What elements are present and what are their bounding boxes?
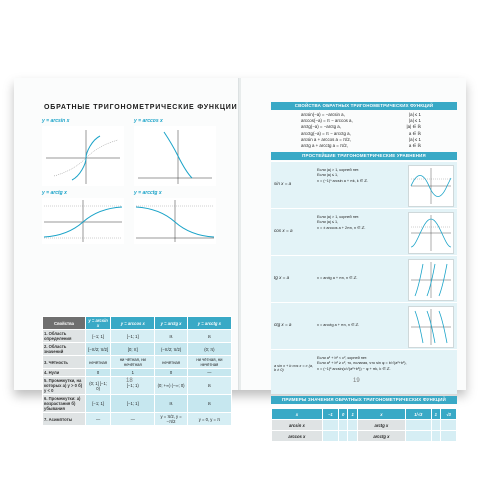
header-cell: √3	[441, 409, 457, 420]
table-cell: y = 0, y = π	[187, 413, 231, 426]
table-cell	[348, 420, 357, 431]
identity-condition: a ∈ ℝ	[408, 130, 421, 136]
table-cell: [0; π]	[111, 343, 155, 356]
solution-line: x = ± arccos a + 2πn, n ∈ ℤ.	[317, 225, 366, 230]
properties-table	[42, 316, 232, 426]
table-cell: ℝ	[155, 395, 187, 413]
left-page	[14, 78, 240, 424]
row-label: 7. Асимптоты	[43, 413, 86, 426]
table-cell: 1	[111, 369, 155, 377]
row-label: arcctg x	[357, 431, 405, 442]
equation-solution	[317, 276, 357, 281]
table-cell: —	[86, 413, 111, 426]
sine-wave-graph	[408, 165, 454, 207]
graph-label-arcsin: y = arcsin x	[42, 118, 70, 124]
page-number: 19	[353, 378, 360, 384]
table-cell: [−π/2; π/2]	[86, 343, 111, 356]
right-page	[241, 78, 466, 439]
table-cell: 0	[155, 369, 187, 377]
table-cell: (0; 1] [−1; 0)	[86, 377, 111, 395]
section-bar-values: ПРИМЕРЫ ЗНАЧЕНИЯ ОБРАТНЫХ ТРИГОНОМЕТРИЧЕСКИХ ФУНКЦИЙ	[271, 396, 457, 404]
table-row	[43, 413, 232, 426]
table-cell: ни чётная, ни нечётная	[187, 356, 231, 369]
table-row	[43, 356, 232, 369]
table-cell: (0; π)	[187, 343, 231, 356]
equation-label: tg x = a	[274, 275, 290, 280]
values-table	[271, 408, 457, 442]
identity-condition: a ∈ ℝ	[408, 143, 421, 149]
table-cell	[339, 420, 348, 431]
table-cell: —	[111, 413, 155, 426]
table-cell: [−1; 1)	[111, 377, 155, 395]
equation-label: sin x = a	[274, 181, 292, 186]
header-cell: y = arctg x	[155, 317, 187, 330]
row-label: 5. Промежутки, на которых а) y > 0 б) y < 0	[43, 377, 86, 395]
tangent-graph	[408, 259, 454, 301]
table-cell: [−1; 1]	[86, 330, 111, 343]
solution-line: Если |a| ≤ 1,	[317, 220, 339, 225]
equation-row-linear-combination	[271, 349, 457, 394]
table-cell: [−1; 1]	[111, 395, 155, 413]
equation-label: ctg x = a	[274, 322, 292, 327]
row-label: 3. Чётность	[43, 356, 86, 369]
graph-arctg	[42, 198, 124, 244]
table-cell: —	[187, 369, 231, 377]
table-cell	[322, 420, 338, 431]
header-cell: y = arccos x	[111, 317, 155, 330]
graph-arcctg	[134, 198, 216, 244]
identity-formula: arctg a + arcctg a = π/2,	[301, 143, 348, 149]
equation-solution	[317, 356, 455, 372]
table-cell	[441, 431, 457, 442]
cosine-wave-graph	[408, 212, 454, 254]
identity-condition: |a| ≤ 1	[408, 118, 421, 124]
table-cell: ℝ	[187, 330, 231, 343]
table-cell: ℝ	[187, 395, 231, 413]
solution-line: x = (−1)ᵏ arcsin(c/√(a²+b²)) − φ + πk, k ∈ ℤ.	[317, 366, 391, 371]
table-cell: y = π/2, y = −π/2	[155, 413, 187, 426]
identity-condition: |a| ≤ 1	[408, 136, 421, 142]
header-cell: 1	[348, 409, 357, 420]
section-bar-equations: ПРОСТЕЙШИЕ ТРИГОНОМЕТРИЧЕСКИЕ УРАВНЕНИЯ	[271, 152, 457, 160]
table-row	[43, 369, 232, 377]
table-cell	[339, 431, 348, 442]
header-cell: y = arcsin x	[86, 317, 111, 330]
table-cell	[348, 431, 357, 442]
equation-row-tg	[271, 255, 457, 302]
identity-condition: |a| ≤ 1	[408, 112, 421, 117]
table-cell	[405, 420, 431, 431]
solution-line: Если a² + b² ≥ c², то, полагая, что sin φ = b/√(a²+b²),	[317, 361, 407, 366]
graph-label-arccos: y = arccos x	[134, 118, 163, 124]
table-row	[272, 420, 457, 431]
solution-line: Если |a| > 1, корней нет.	[317, 215, 360, 219]
table-cell: ℝ	[155, 330, 187, 343]
table-row	[43, 330, 232, 343]
row-label: 4. Нули	[43, 369, 86, 377]
header-cell: 0	[339, 409, 348, 420]
row-label: 6. Промежутки: а) возрастания б) убывания	[43, 395, 86, 413]
row-label: arccos x	[272, 431, 323, 442]
page-number: 18	[126, 378, 133, 384]
equation-row-cos	[271, 208, 457, 255]
graph-arccos	[134, 126, 216, 186]
page-title: ОБРАТНЫЕ ТРИГОНОМЕТРИЧЕСКИЕ ФУНКЦИИ	[44, 104, 238, 111]
header-cell: 1	[431, 409, 440, 420]
table-cell: (−π/2; π/2)	[155, 343, 187, 356]
equation-row-ctg	[271, 302, 457, 349]
header-cell: Свойства	[43, 317, 86, 330]
table-cell: (0; +∞) (−∞; 0)	[155, 377, 187, 395]
identity-formula: arcsin(−a) = −arcsin a,	[301, 112, 345, 117]
graph-label-arcctg: y = arcctg x	[134, 190, 162, 196]
table-cell	[405, 431, 431, 442]
table-cell: нечётная	[86, 356, 111, 369]
table-cell	[431, 431, 440, 442]
identity-condition: |a| ∈ ℝ	[406, 124, 421, 130]
identity-row	[301, 143, 421, 149]
row-label: 1. Область определения	[43, 330, 86, 343]
equation-row-sin	[271, 161, 457, 208]
row-label: arcsin x	[272, 420, 323, 431]
table-row	[272, 431, 457, 442]
section-bar-identities: СВОЙСТВА ОБРАТНЫХ ТРИГОНОМЕТРИЧЕСКИХ ФУНКЦИЙ	[271, 102, 457, 110]
header-cell: x	[272, 409, 323, 420]
table-cell: [−1; 1]	[86, 395, 111, 413]
table-row	[43, 343, 232, 356]
table-row	[43, 395, 232, 413]
solution-line: x = (−1)ⁿ arcsin a + πk, k ∈ ℤ.	[317, 178, 368, 183]
identity-formula: arcsin a + arccos a = π/2,	[301, 136, 351, 142]
table-row	[43, 377, 232, 395]
open-book	[14, 78, 466, 439]
identities-list	[301, 112, 421, 149]
header-cell: 1/√3	[405, 409, 431, 420]
table-cell	[322, 431, 338, 442]
header-cell: x	[357, 409, 405, 420]
header-cell: y = arcctg x	[187, 317, 231, 330]
equation-solution	[317, 323, 359, 328]
table-cell: ни чётная, ни нечётная	[111, 356, 155, 369]
row-label: arctg x	[357, 420, 405, 431]
equation-label: a sin x + b cos x = c (a, b ≠ 0)	[274, 364, 314, 372]
graph-label-arctg: y = arctg x	[42, 190, 67, 196]
identity-formula: arctg(−a) = −arctg a,	[301, 124, 341, 130]
table-cell: нечётная	[155, 356, 187, 369]
table-cell	[431, 420, 440, 431]
equation-label: cos x = a	[274, 228, 293, 233]
solution-line: Если |a| ≤ 1,	[317, 173, 339, 178]
table-cell	[441, 420, 457, 431]
graph-arcsin	[42, 126, 124, 186]
header-cell: −1	[322, 409, 338, 420]
solution-line: x = arctg a + πn, n ∈ ℤ.	[317, 276, 358, 280]
solution-line: Если |a| > 1, корней нет.	[317, 168, 360, 172]
table-cell: [−1; 1]	[111, 330, 155, 343]
row-label: 2. Область значений	[43, 343, 86, 356]
identity-formula: arcctg(−a) = π − arcctg a,	[301, 130, 351, 136]
solution-line: Если a² + b² < c², корней нет.	[317, 356, 368, 360]
cotangent-graph	[408, 306, 454, 348]
identity-formula: arccos(−a) = π − arccos a,	[301, 118, 353, 124]
equation-solution	[317, 215, 365, 231]
table-cell: 0	[86, 369, 111, 377]
table-cell: ℝ	[187, 377, 231, 395]
solution-line: x = arcctg a + πn, n ∈ ℤ.	[317, 323, 360, 327]
equation-solution	[317, 168, 368, 184]
